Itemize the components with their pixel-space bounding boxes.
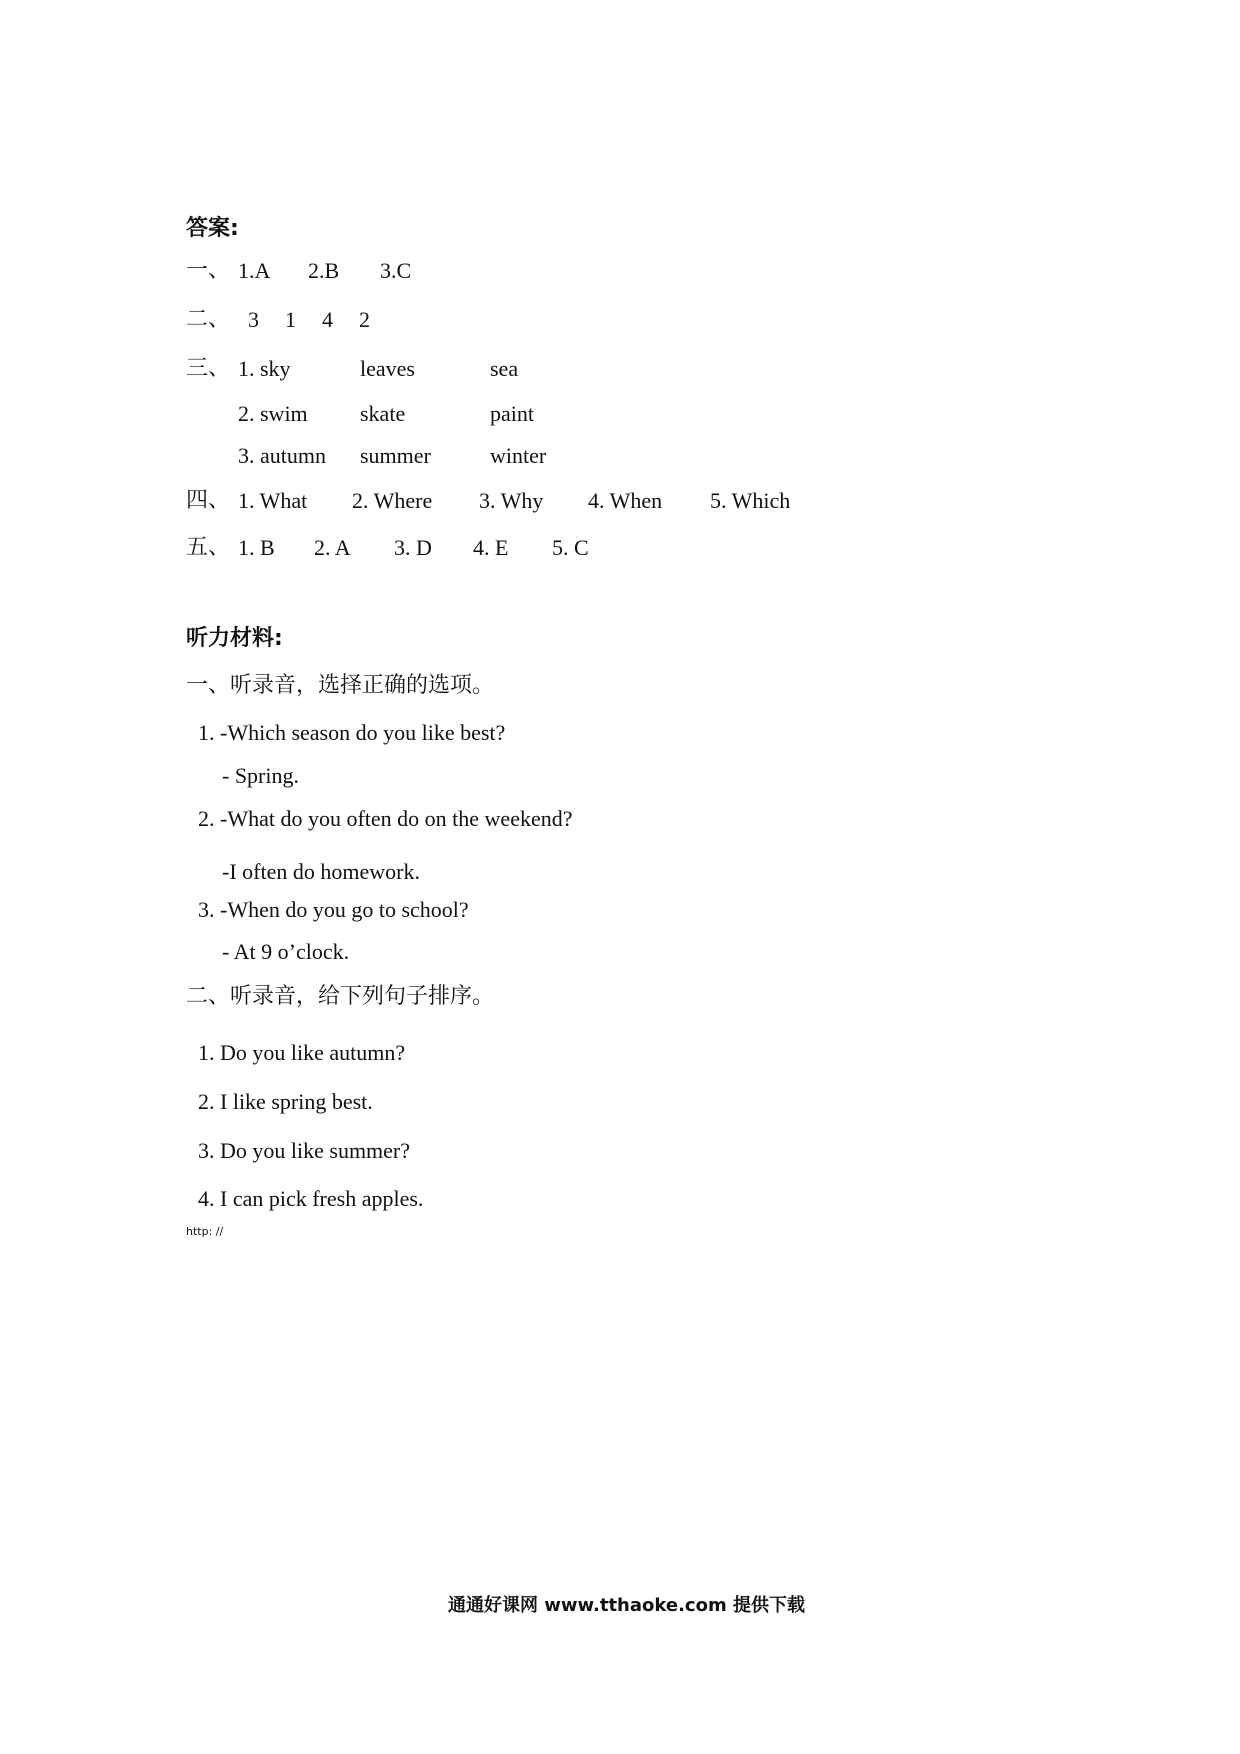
listening-line: 3. -When do you go to school? [198,897,469,922]
answer-item: 2 [359,307,370,332]
answers-section-5-tag: 五、 [186,535,231,560]
listening-line: 1. Do you like autumn? [198,1040,406,1065]
answer-item: winter [490,443,547,468]
answer-item: 4. E [473,535,509,560]
answer-item: 4. When [588,488,663,513]
answer-item: 1.A [238,258,271,283]
answer-item: 3. autumn [238,443,326,468]
listening-line: - Spring. [222,763,299,788]
answer-item: summer [360,443,431,468]
listening-part-2-title: 二、听录音，给下列句子排序。 [186,984,495,1009]
answer-item: 1. B [238,535,275,560]
footer-credit: 通通好课网 www.tthaoke.com 提供下载 [448,1595,805,1616]
answer-item: 3.C [380,258,412,283]
answer-item: skate [360,401,406,426]
answer-item: leaves [360,356,415,381]
answers-section-2-tag: 二、 [186,307,231,332]
answer-item: 3. Why [479,488,544,513]
listening-line: -I often do homework. [222,859,420,884]
answer-item: 2. Where [352,488,433,513]
answer-item: 4 [322,307,333,332]
listening-line: 3. Do you like summer? [198,1138,411,1163]
url-fragment: http: // [186,1225,224,1238]
answer-item: 1. What [238,488,308,513]
answer-item: 2. A [314,535,351,560]
answers-section-3-tag: 三、 [186,356,231,381]
listening-part-1-title: 一、听录音，选择正确的选项。 [186,673,495,698]
answer-item: paint [490,401,534,426]
answer-item: 3 [248,307,259,332]
answer-item: 5. C [552,535,589,560]
answer-item: sea [490,356,519,381]
listening-line: 4. I can pick fresh apples. [198,1186,424,1211]
answer-item: 1. sky [238,356,291,381]
listening-line: 2. -What do you often do on the weekend? [198,806,573,831]
listening-line: 2. I like spring best. [198,1089,373,1114]
answer-item: 2.B [308,258,340,283]
answers-heading: 答案: [186,216,239,241]
answer-item: 3. D [394,535,432,560]
listening-heading: 听力材料: [186,626,283,651]
answers-section-4-tag: 四、 [186,488,231,513]
answers-section-1-tag: 一、 [186,258,231,283]
answer-item: 1 [285,307,296,332]
listening-line: - At 9 o’clock. [222,939,350,964]
listening-line: 1. -Which season do you like best? [198,720,506,745]
answer-item: 2. swim [238,401,308,426]
answer-item: 5. Which [710,488,791,513]
